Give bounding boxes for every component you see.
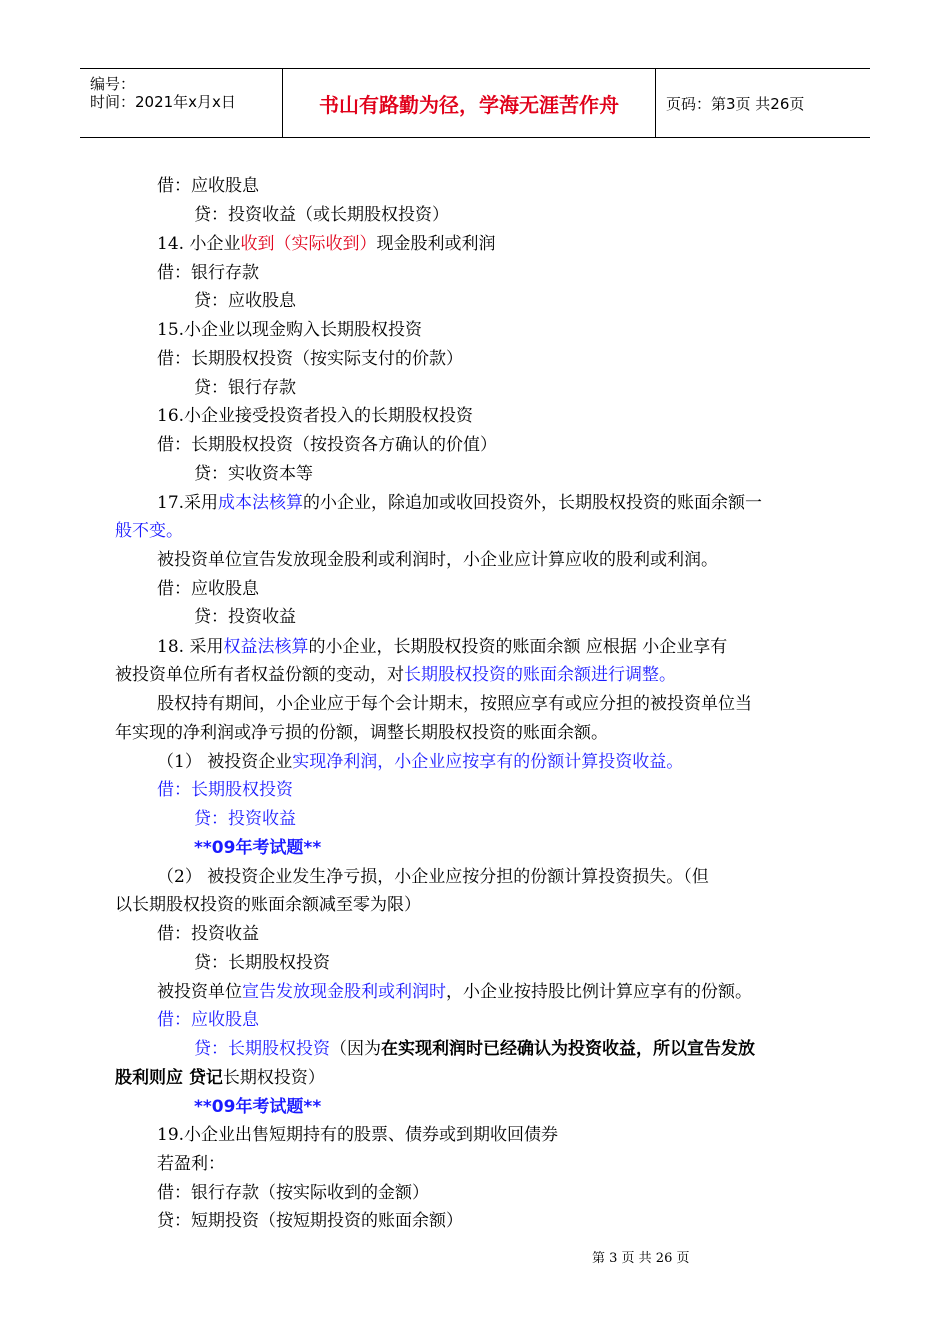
highlight-blue: 成本法核算 xyxy=(218,493,304,513)
highlight-blue: 长期股权投资的账面余额进行调整。 xyxy=(404,665,676,685)
text-line: 借：长期股权投资（按实际支付的价款） xyxy=(157,349,463,369)
text-span: 18. 采用 xyxy=(157,637,224,657)
code-label: 编号： xyxy=(90,75,136,93)
header-motto: 书山有路勤为径，学海无涯苦作舟 xyxy=(282,69,656,137)
text-span: （因为 xyxy=(330,1039,381,1059)
text-line: 借：应收股息 xyxy=(157,579,259,599)
text-line: 15.小企业以现金购入长期股权投资 xyxy=(157,320,423,340)
time-label: 时间：2021年x月x日 xyxy=(90,93,236,111)
text-line: 股权持有期间，小企业应于每个会计期末，按照应享有或应分担的被投资单位当 xyxy=(157,694,752,714)
text-span: 的小企业，除追加或收回投资外，长期股权投资的账面余额一 xyxy=(303,493,763,513)
text-line: 贷：长期股权投资 xyxy=(194,953,330,973)
text-line xyxy=(157,636,727,658)
header-page-info: 页码：第3页 共26页 xyxy=(666,94,805,113)
text-line: 借：银行存款（按实际收到的金额） xyxy=(157,1183,429,1203)
text-line xyxy=(194,1038,755,1060)
text-line: 借：应收股息 xyxy=(157,1010,259,1030)
text-line: 借：长期股权投资（按投资各方确认的价值） xyxy=(157,435,497,455)
text-line xyxy=(115,664,676,686)
text-line: 若盈利： xyxy=(157,1154,225,1174)
bold-text: 在实现利润时已经确认为投资收益，所以宣告发放 xyxy=(381,1039,755,1059)
text-line: 贷：实收资本等 xyxy=(194,464,313,484)
text-span: ，小企业按持股比例计算应享有的份额。 xyxy=(446,982,752,1002)
text-line: 贷：投资收益（或长期股权投资） xyxy=(194,205,449,225)
page-footer: 第 3 页 共 26 页 xyxy=(592,1251,690,1266)
text-line: 以长期股权投资的账面余额减至零为限） xyxy=(115,895,421,915)
text-span: 被投资单位 xyxy=(157,982,242,1002)
text-line: 19.小企业出售短期持有的股票、债券或到期收回债券 xyxy=(157,1125,559,1145)
text-line: 贷：短期投资（按短期投资的账面余额） xyxy=(157,1211,463,1231)
text-line: 借：投资收益 xyxy=(157,924,259,944)
text-span: （1） 被投资企业 xyxy=(157,752,293,772)
page-header xyxy=(80,68,870,138)
text-span: 14. 小企业 xyxy=(157,234,241,254)
text-line: 年实现的净利润或净亏损的份额，调整长期股权投资的账面余额。 xyxy=(115,723,608,743)
text-span: 长期权投资） xyxy=(222,1068,325,1088)
highlight-blue: 贷：长期股权投资 xyxy=(194,1039,330,1059)
text-line: 贷：银行存款 xyxy=(194,378,296,398)
text-span: 17.采用 xyxy=(157,493,219,513)
exam-note: **09年考试题** xyxy=(194,1097,322,1117)
text-line: 借：长期股权投资 xyxy=(157,780,293,800)
bold-text: 股利则应 贷记 xyxy=(115,1068,223,1088)
text-line: （2） 被投资企业发生净亏损，小企业应按分担的份额计算投资损失。（但 xyxy=(157,867,709,887)
text-line: 被投资单位宣告发放现金股利或利润时，小企业应计算应收的股利或利润。 xyxy=(157,550,718,570)
text-line: 借：银行存款 xyxy=(157,263,259,283)
text-span: 现金股利或利润 xyxy=(376,234,496,254)
text-line xyxy=(157,233,495,255)
text-line: 16.小企业接受投资者投入的长期股权投资 xyxy=(157,406,474,426)
text-line xyxy=(157,981,752,1003)
text-line: 般不变。 xyxy=(115,521,183,541)
exam-note: **09年考试题** xyxy=(194,838,322,858)
highlight-red: 收到（实际收到） xyxy=(240,234,377,254)
highlight-blue: 宣告发放现金股利或利润时 xyxy=(242,982,446,1002)
highlight-blue: 权益法核算 xyxy=(223,637,309,657)
text-line: 贷：投资收益 xyxy=(194,809,296,829)
text-line xyxy=(157,492,762,514)
header-left-cell xyxy=(80,69,282,137)
text-line: 贷：投资收益 xyxy=(194,607,296,627)
text-span: 的小企业，长期股权投资的账面余额 应根据 小企业享有 xyxy=(308,637,728,657)
text-line xyxy=(157,751,683,773)
text-span: 被投资单位所有者权益份额的变动，对 xyxy=(115,665,404,685)
text-line: 借：应收股息 xyxy=(157,176,259,196)
text-line: 贷：应收股息 xyxy=(194,291,296,311)
highlight-blue: 实现净利润，小企业应按享有的份额计算投资收益。 xyxy=(292,752,684,772)
text-line xyxy=(115,1067,325,1089)
